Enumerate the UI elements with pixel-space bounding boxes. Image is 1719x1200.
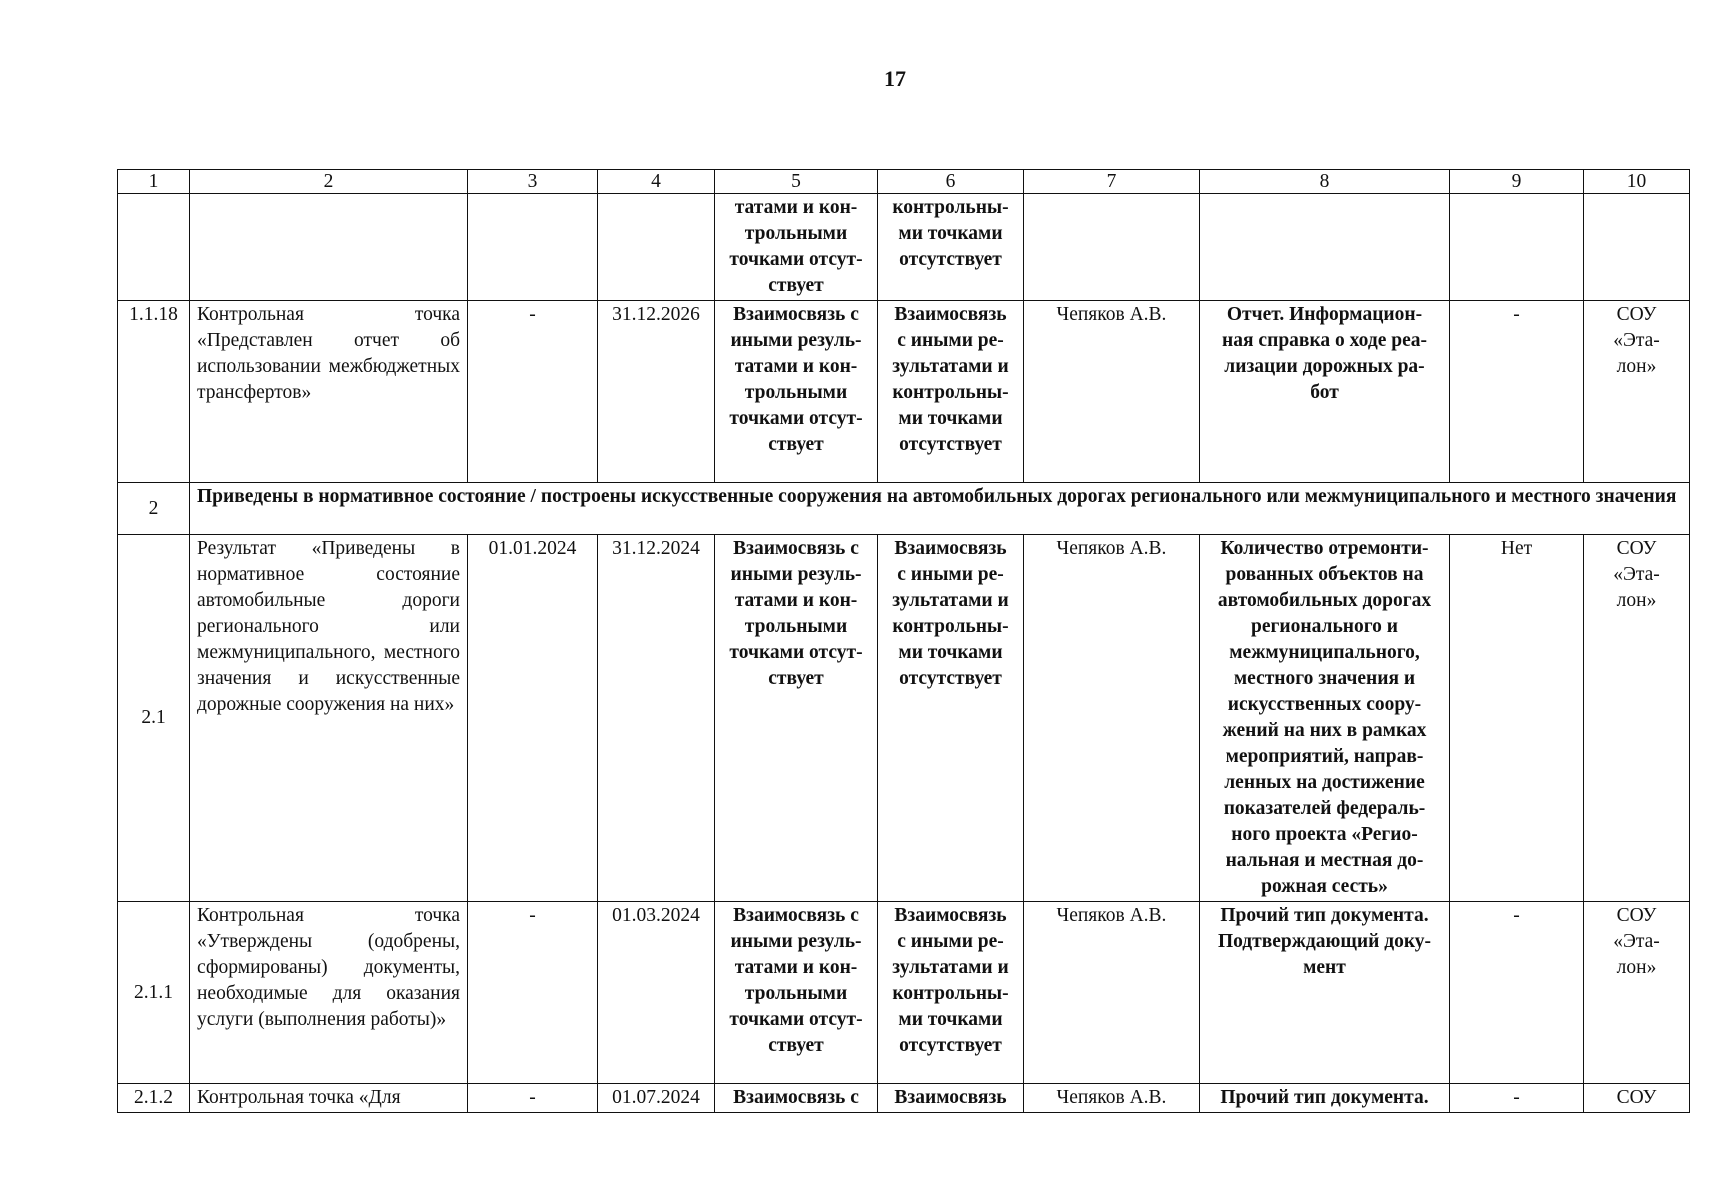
- row-link-results: Взаимосвязь с иными резуль- татами и кон- трольными точками отсут- ствует: [715, 535, 878, 902]
- table-row: [118, 902, 1690, 1084]
- table-row: [118, 301, 1690, 483]
- col-header: 3: [468, 170, 598, 194]
- row-document: Прочий тип документа.: [1200, 1084, 1450, 1113]
- row-end: 01.07.2024: [598, 1084, 715, 1113]
- row-flag: [1450, 194, 1584, 301]
- row-system: СОУ «Эта- лон»: [1584, 301, 1690, 483]
- table-row: [118, 1084, 1690, 1113]
- row-link-results: татами и кон- трольными точками отсут- ствует: [715, 194, 878, 301]
- row-start: 01.01.2024: [468, 535, 598, 902]
- section-row: [118, 483, 1690, 535]
- row-name: Контрольная точка «Для: [190, 1084, 468, 1113]
- row-end: 31.12.2026: [598, 301, 715, 483]
- row-responsible: Чепяков А.В.: [1024, 902, 1200, 1084]
- row-start: [468, 194, 598, 301]
- col-header: 4: [598, 170, 715, 194]
- row-document: [1200, 194, 1450, 301]
- row-link-points: Взаимосвязь с иными ре- зультатами и контрольны- ми точками отсутствует: [878, 301, 1024, 483]
- row-flag: -: [1450, 902, 1584, 1084]
- row-link-points: Взаимосвязь: [878, 1084, 1024, 1113]
- row-document: Отчет. Информацион- ная справка о ходе реа- лизации дорожных ра- бот: [1200, 301, 1450, 483]
- plan-table: [117, 169, 1690, 1113]
- row-link-results: Взаимосвязь с иными резуль- татами и кон- трольными точками отсут- ствует: [715, 902, 878, 1084]
- row-responsible: [1024, 194, 1200, 301]
- row-name: Контрольная точка «Утверждены (одобрены, сформированы) документы, необходимые для оказания услуги (выполнения работы)»: [190, 902, 468, 1084]
- row-start: -: [468, 902, 598, 1084]
- table-row: [118, 194, 1690, 301]
- row-flag: -: [1450, 1084, 1584, 1113]
- row-end: 01.03.2024: [598, 902, 715, 1084]
- col-header: 8: [1200, 170, 1450, 194]
- row-number: 1.1.18: [118, 301, 190, 483]
- page-number: 17: [884, 66, 906, 91]
- row-link-results: Взаимосвязь с: [715, 1084, 878, 1113]
- section-number: 2: [118, 483, 190, 535]
- row-system: СОУ «Эта- лон»: [1584, 902, 1690, 1084]
- row-system: СОУ: [1584, 1084, 1690, 1113]
- row-number: 2.1: [118, 535, 190, 902]
- row-link-points: Взаимосвязь с иными ре- зультатами и контрольны- ми точками отсутствует: [878, 535, 1024, 902]
- row-number: [118, 194, 190, 301]
- row-flag: -: [1450, 301, 1584, 483]
- row-system: СОУ «Эта- лон»: [1584, 535, 1690, 902]
- row-number: 2.1.1: [118, 902, 190, 1084]
- row-responsible: Чепяков А.В.: [1024, 301, 1200, 483]
- row-flag: Нет: [1450, 535, 1584, 902]
- col-header: 9: [1450, 170, 1584, 194]
- row-document: Прочий тип документа. Подтверждающий доку- мент: [1200, 902, 1450, 1084]
- col-header: 6: [878, 170, 1024, 194]
- row-end: 31.12.2024: [598, 535, 715, 902]
- row-start: -: [468, 301, 598, 483]
- row-start: -: [468, 1084, 598, 1113]
- row-document: Количество отремонти- рованных объектов на автомобильных дорогах регионального и межмуниципального, местного значения и искусственных соору- жений на них в рамках мероприятий, направ- ленных на достижение показателей федераль- ного проекта «Регио- нальная и местная до- рожная сесть»: [1200, 535, 1450, 902]
- row-name: Результат «Приведены в нормативное состояние автомобильные дороги регионального или межмуниципального, местного значения и искусственные дорожные сооружения на них»: [190, 535, 468, 902]
- col-header: 1: [118, 170, 190, 194]
- column-number-row: [118, 170, 1690, 194]
- row-link-points: Взаимосвязь с иными ре- зультатами и контрольны- ми точками отсутствует: [878, 902, 1024, 1084]
- col-header: 2: [190, 170, 468, 194]
- row-name: [190, 194, 468, 301]
- row-end: [598, 194, 715, 301]
- row-link-points: контрольны- ми точками отсутствует: [878, 194, 1024, 301]
- row-link-results: Взаимосвязь с иными резуль- татами и кон- трольными точками отсут- ствует: [715, 301, 878, 483]
- row-number: 2.1.2: [118, 1084, 190, 1113]
- row-responsible: Чепяков А.В.: [1024, 535, 1200, 902]
- col-header: 5: [715, 170, 878, 194]
- row-system: [1584, 194, 1690, 301]
- table-row: [118, 535, 1690, 902]
- col-header: 7: [1024, 170, 1200, 194]
- row-responsible: Чепяков А.В.: [1024, 1084, 1200, 1113]
- col-header: 10: [1584, 170, 1690, 194]
- section-title: Приведены в нормативное состояние / построены искусственные сооружения на автомобильных дорогах регионального или межмуниципального и местного значения: [190, 483, 1690, 535]
- row-name: Контрольная точка «Представлен отчет об использовании межбюджетных трансфертов»: [190, 301, 468, 483]
